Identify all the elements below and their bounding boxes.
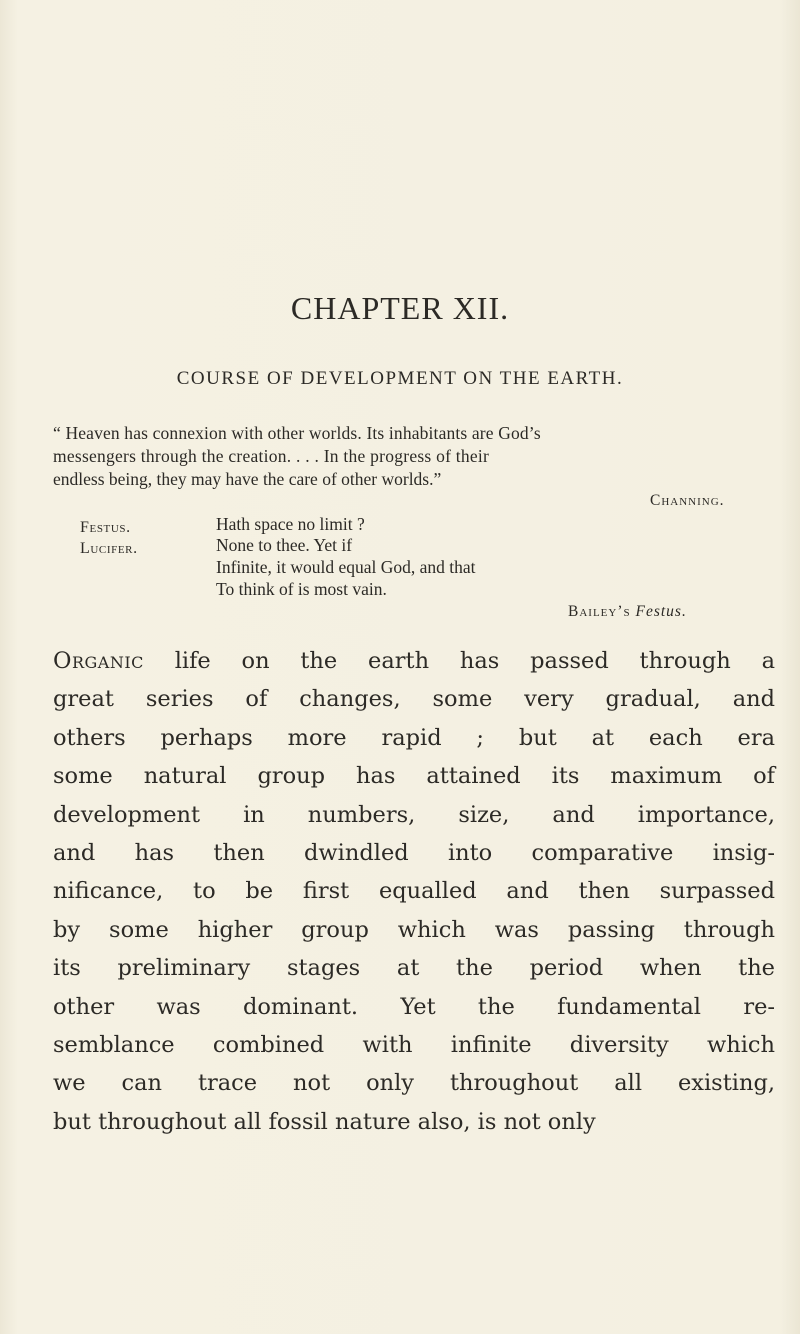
speaker-name: Lucifer. — [80, 540, 138, 557]
epigraph-line: “ Heaven has connexion with other worlds. Its inhabitants are God’s — [53, 423, 541, 443]
epigraph-attribution: Channing. — [650, 492, 725, 509]
body-line: other was dominant. Yet the fundamental re- — [53, 993, 775, 1020]
body-line: but throughout all fossil nature also, is not only — [53, 1108, 596, 1135]
body-line: and has then dwindled into comparative insig- — [53, 840, 775, 867]
body-paragraph — [53, 642, 775, 1141]
dialogue-line: Hath space no limit ? — [216, 514, 365, 534]
body-line: by some higher group which was passing through — [53, 916, 775, 943]
dialogue-line: None to thee. Yet if — [216, 535, 353, 555]
body-line: others perhaps more rapid ; but at each era — [53, 724, 775, 751]
body-line: its preliminary stages at the period when the — [53, 955, 775, 982]
epigraph-channing — [53, 422, 769, 491]
chapter-subtitle: COURSE OF DEVELOPMENT ON THE EARTH. — [176, 368, 624, 389]
body-line: development in numbers, size, and importance, — [53, 801, 775, 828]
attribution-author: Bailey’s — [568, 603, 631, 620]
body-line: some natural group has attained its maximum of — [53, 763, 775, 790]
dialogue-line: Infinite, it would equal God, and that — [216, 557, 476, 577]
epigraph-attribution — [568, 603, 687, 621]
body-line: nificance, to be first equalled and then surpassed — [53, 878, 775, 905]
epigraph-line: endless being, they may have the care of other worlds.” — [53, 469, 442, 489]
lead-word: Organic — [53, 648, 144, 674]
body-line-text: life on the earth has passed through a — [143, 648, 775, 674]
body-line: we can trace not only throughout all existing, — [53, 1070, 775, 1097]
epigraph-line: messengers through the creation. . . . In the progress of their — [53, 446, 490, 466]
body-line — [53, 642, 775, 680]
body-line: semblance combined with infinite diversity which — [53, 1032, 775, 1059]
dialogue-line: To think of is most vain. — [216, 579, 387, 599]
speaker-name: Festus. — [80, 519, 131, 536]
chapter-title: CHAPTER XII. — [290, 290, 510, 326]
attribution-work: Festus. — [635, 603, 687, 620]
body-line: great series of changes, some very gradual, and — [53, 686, 775, 713]
